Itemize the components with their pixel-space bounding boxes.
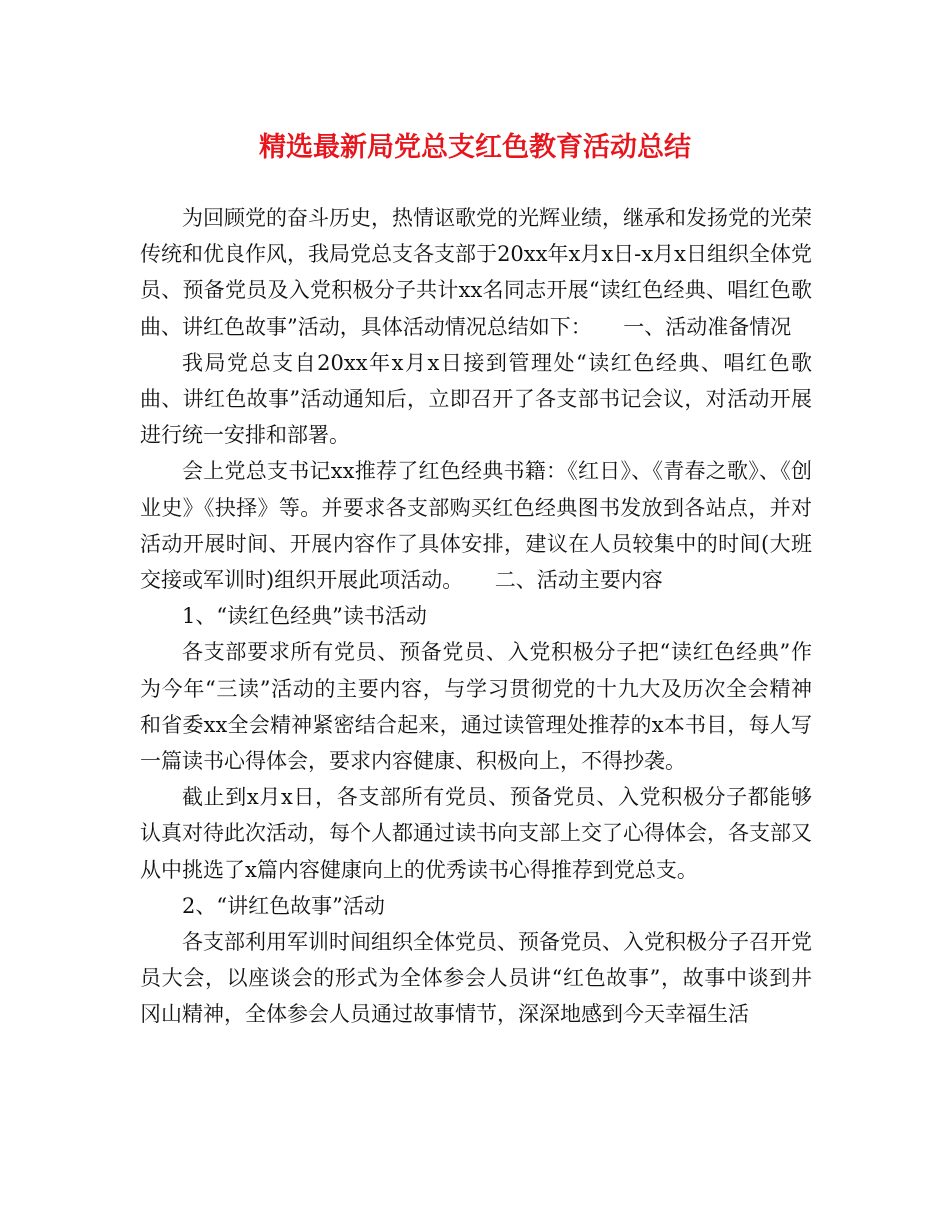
paragraph: 截止到x月x日，各支部所有党员、预备党员、入党积极分子都能够认真对待此次活动，每个人都通过读书向支部上交了心得体会，各支部又从中挑选了x篇内容健康向上的优秀读书心得推荐到党总支。 (140, 785, 812, 882)
paragraph: 各支部利用军训时间组织全体党员、预备党员、入党积极分子召开党员大会，以座谈会的形式为全体参会人员讲“红色故事”，故事中谈到井冈山精神，全体参会人员通过故事情节，深深地感到今天幸福生活 (140, 930, 812, 1027)
paragraph: 我局党总支自20xx年x月x日接到管理处“读红色经典、唱红色歌曲、讲红色故事”活动通知后，立即召开了各支部书记会议，对活动开展进行统一安排和部署。 (140, 350, 812, 448)
paragraph: 各支部要求所有党员、预备党员、入党积极分子把“读红色经典”作为今年“三读”活动的主要内容，与学习贯彻党的十九大及历次全会精神和省委xx全会精神紧密结合起来，通过读管理处推荐的x本书目，每人写一篇读书心得体会，要求内容健康、积极向上，不得抄袭。 (140, 640, 812, 774)
section-heading: 1、“读红色经典”读书活动 (182, 604, 427, 629)
paragraph: 会上党总支书记xx推荐了红色经典书籍：《红日》、《青春之歌》、《创业史》《抉择》等。并要求各支部购买红色经典图书发放到各站点，并对活动开展时间、开展内容作了具体安排，建议在人员较集中的时间(大班交接或军训时)组织开展此项活动。 二、活动主要内容 (140, 459, 812, 593)
paragraph: 为回顾党的奋斗历史，热情讴歌党的光辉业绩，继承和发扬党的光荣传统和优良作风，我局党总支各支部于20xx年x月x日-x月x日组织全体党员、预备党员及入党积极分子共计xx名同志开展“读红色经典、唱红色歌曲、讲红色故事”活动，具体活动情况总结如下： 一、活动准备情况 (140, 206, 812, 339)
section-heading: 2、“讲红色故事”活动 (182, 893, 385, 918)
document-body (140, 200, 812, 1033)
document-title: 精选最新局党总支红色教育活动总结 (259, 132, 691, 163)
